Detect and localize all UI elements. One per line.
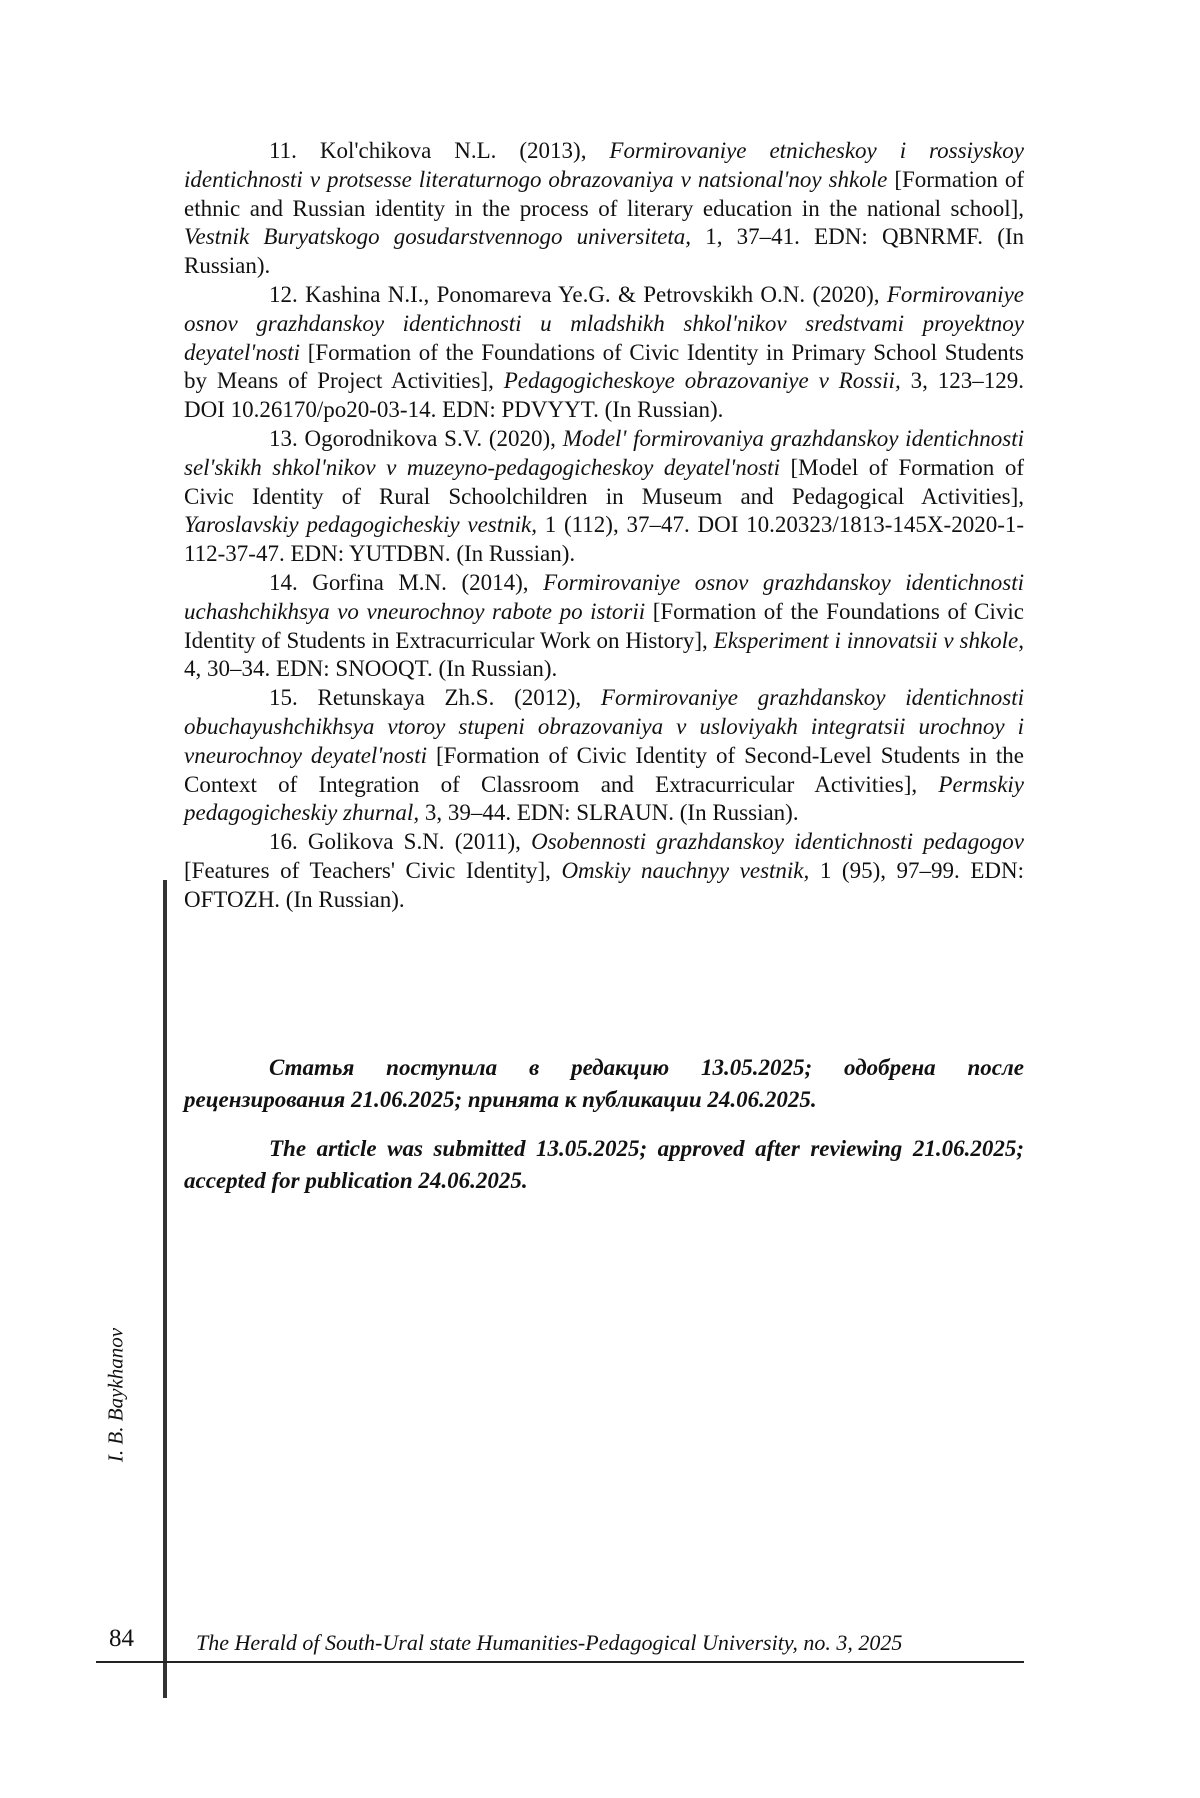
page-number: 84: [109, 1625, 134, 1653]
reference-item: 15. Retunskaya Zh.S. (2012), Formirovaniye grazhdanskoy identichnosti obuchayushchikhsya vtoroy stupeni obrazovaniya v usloviyakh integratsii urochnoy i vneurochnoy deyatel'nosti [Formation of Civic Identity of Second-Level Students in the Context of Integration of Classroom and Extracurricular Activities], Permskiy pedagogicheskiy zhurnal, 3, 39–44. EDN: SLRAUN. (In Russian).: [184, 684, 1024, 828]
reference-item: 11. Kol'chikova N.L. (2013), Formirovaniye etnicheskoy i rossiyskoy identichnosti v protsesse literaturnogo obrazovaniya v natsional'noy shkole [Formation of ethnic and Russian identity in the process of literary education in the national school], Vestnik Buryatskogo gosudarstvennogo universiteta, 1, 37–41. EDN: QBNRMF. (In Russian).: [184, 137, 1024, 281]
footer-rule: [96, 1661, 1024, 1663]
reference-item: 16. Golikova S.N. (2011), Osobennosti grazhdanskoy identichnosti pedagogov [Features of Teachers' Civic Identity], Omskiy nauchnyy vestnik, 1 (95), 97–99. EDN: OFTOZH. (In Russian).: [184, 828, 1024, 914]
margin-rule-vertical: [163, 880, 167, 1698]
submission-note-en: The article was submitted 13.05.2025; approved after reviewing 21.06.2025; accepted for publication 24.06.2025.: [184, 1133, 1024, 1197]
reference-list: [184, 137, 1024, 915]
running-author: I. B. Baykhanov: [104, 1328, 129, 1462]
reference-item: 14. Gorfina M.N. (2014), Formirovaniye osnov grazhdanskoy identichnosti uchashchikhsya vo vneurochnoy rabote po istorii [Formation of the Foundations of Civic Identity of Students in Extracurricular Work on History], Eksperiment i innovatsii v shkole, 4, 30–34. EDN: SNOOQT. (In Russian).: [184, 569, 1024, 684]
journal-footer: The Herald of South-Ural state Humanities-Pedagogical University, no. 3, 2025: [196, 1630, 902, 1656]
reference-item: 12. Kashina N.I., Ponomareva Ye.G. & Petrovskikh O.N. (2020), Formirovaniye osnov grazhdanskoy identichnosti u mladshikh shkol'nikov sredstvami proyektnoy deyatel'nosti [Formation of the Foundations of Civic Identity in Primary School Students by Means of Project Activities], Pedagogicheskoye obrazovaniye v Rossii, 3, 123–129. DOI 10.26170/po20-03-14. EDN: PDVYYT. (In Russian).: [184, 281, 1024, 425]
submission-note-ru: Статья поступила в редакцию 13.05.2025; одобрена после рецензирования 21.06.2025; принята к публикации 24.06.2025.: [184, 1052, 1024, 1116]
reference-item: 13. Ogorodnikova S.V. (2020), Model' formirovaniya grazhdanskoy identichnosti sel'skikh shkol'nikov v muzeyno-pedagogicheskoy deyatel'nosti [Model of Formation of Civic Identity of Rural Schoolchildren in Museum and Pedagogical Activities], Yaroslavskiy pedagogicheskiy vestnik, 1 (112), 37–47. DOI 10.20323/1813-145X-2020-1-112-37-47. EDN: YUTDBN. (In Russian).: [184, 425, 1024, 569]
